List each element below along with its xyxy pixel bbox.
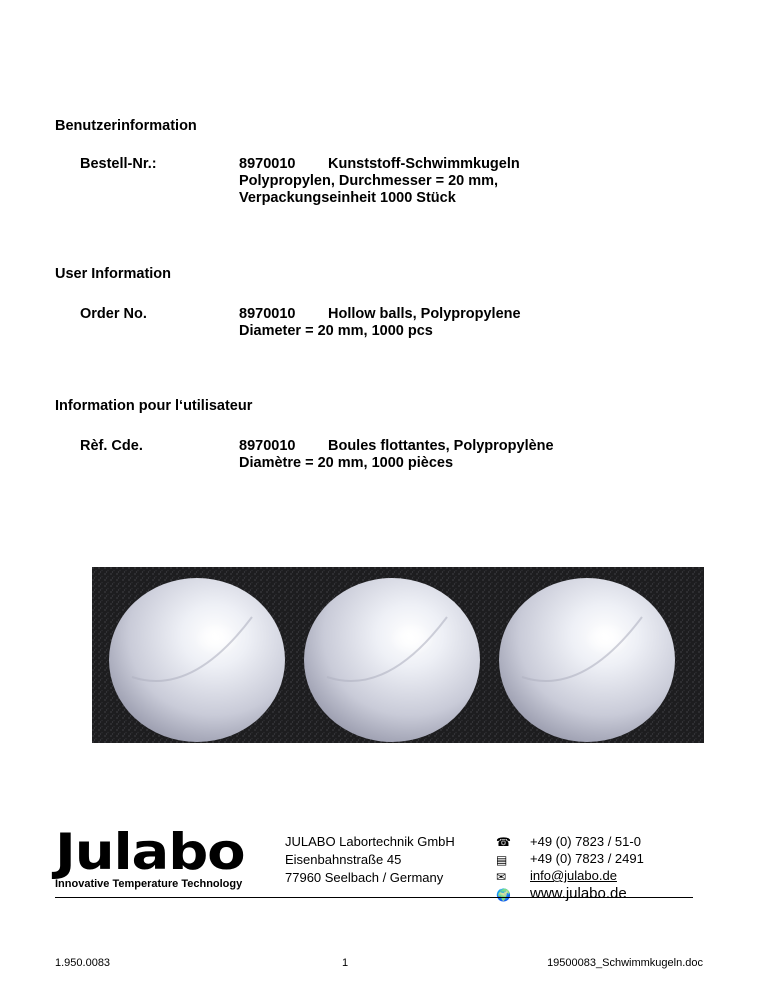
- contact-details: [530, 833, 644, 904]
- order-desc-de: [239, 156, 520, 207]
- ball-middle: [304, 578, 480, 742]
- order-line1-fr: Boules flottantes, Polypropylène: [328, 438, 554, 454]
- order-line2-fr: Diamètre = 20 mm, 1000 pièces: [239, 455, 454, 471]
- order-desc-fr: [239, 438, 554, 472]
- file-name: 19500083_Schwimmkugeln.doc: [547, 957, 703, 969]
- ball-right: [499, 578, 675, 742]
- email-link[interactable]: info@julabo.de: [530, 868, 617, 883]
- hollow-balls-image: [92, 567, 704, 743]
- email-icon: ✉: [496, 870, 507, 884]
- order-line2-en: Diameter = 20 mm, 1000 pcs: [239, 323, 433, 339]
- contact-icons: [496, 834, 511, 904]
- order-line2-de: Polypropylen, Durchmesser = 20 mm,: [239, 173, 499, 189]
- order-label-de: Bestell-Nr.:: [80, 156, 157, 172]
- order-line1-de: Kunststoff-Schwimmkugeln: [328, 156, 520, 172]
- fax-icon: ▤: [496, 852, 508, 867]
- company-name: JULABO Labortechnik GmbH: [285, 834, 455, 849]
- logo-wordmark: Julabo: [55, 823, 245, 881]
- company-street: Eisenbahnstraße 45: [285, 852, 402, 867]
- order-line3-de: Verpackungseinheit 1000 Stück: [239, 190, 456, 206]
- order-line1-en: Hollow balls, Polypropylene: [328, 306, 521, 322]
- globe-icon: 🌍: [496, 887, 511, 902]
- footer-divider: [55, 897, 693, 898]
- order-number-en: 8970010: [239, 306, 296, 322]
- order-label-fr: Rèf. Cde.: [80, 438, 143, 454]
- document-id: 1.950.0083: [55, 957, 111, 969]
- section-title-en: User Information: [55, 266, 172, 282]
- order-number-fr: 8970010: [239, 438, 296, 454]
- page-number: 1: [342, 957, 349, 969]
- order-label-en: Order No.: [80, 306, 147, 322]
- company-city: 77960 Seelbach / Germany: [285, 870, 444, 885]
- product-photo: [92, 567, 704, 743]
- order-number-de: 8970010: [239, 156, 296, 172]
- fax-number: +49 (0) 7823 / 2491: [530, 851, 644, 866]
- phone-icon: ☎: [496, 835, 511, 849]
- website-link[interactable]: www.julabo.de: [530, 885, 627, 902]
- company-address: [285, 833, 455, 887]
- order-desc-en: [239, 306, 521, 340]
- section-title-fr: Information pour l‘utilisateur: [55, 398, 253, 414]
- phone-number: +49 (0) 7823 / 51-0: [530, 834, 641, 849]
- julabo-logo: [55, 823, 277, 890]
- section-title-de: Benutzerinformation: [55, 118, 197, 134]
- ball-left: [109, 578, 285, 742]
- logo-tagline: Innovative Temperature Technology: [55, 878, 243, 890]
